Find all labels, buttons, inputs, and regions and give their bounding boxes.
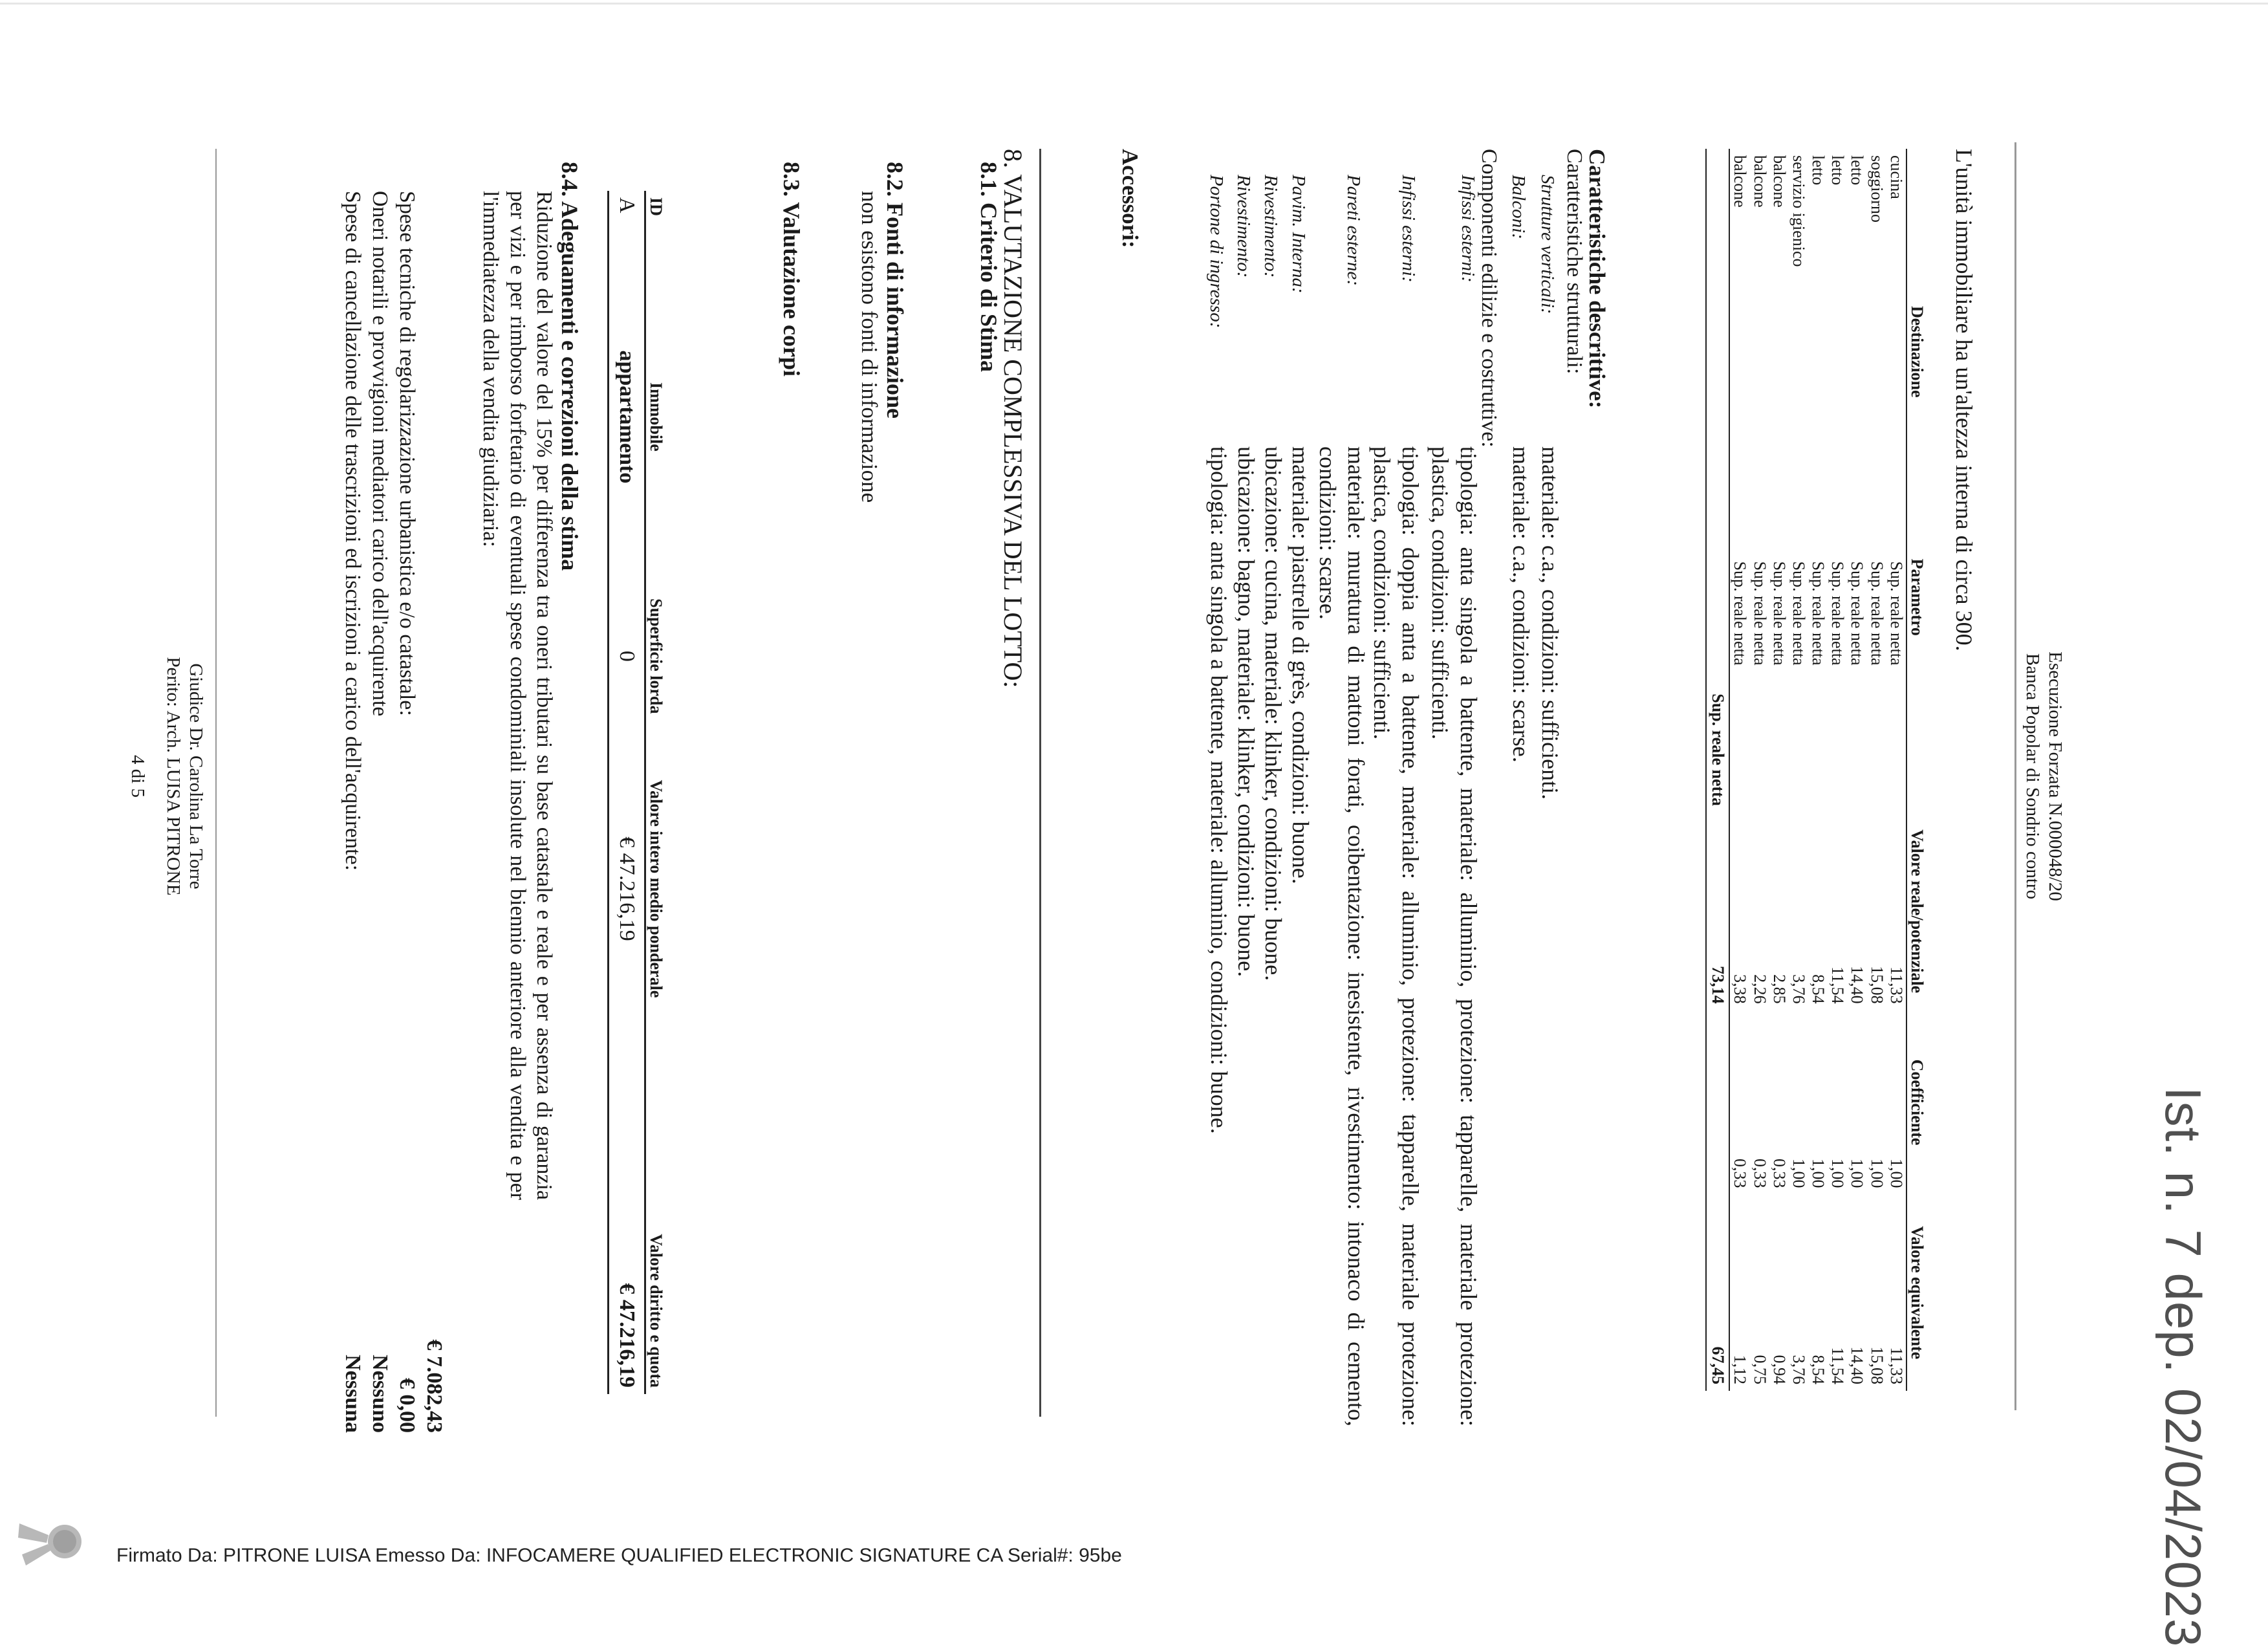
cell-val: 2,85 [1769, 974, 1789, 1004]
cell-dest: balcone [1750, 155, 1769, 208]
deposit-stamp-text: Ist. n. 7 dep. 02/04/2023 [2155, 1087, 2212, 1647]
col-superficie: Superficie lorda [645, 570, 666, 743]
label-strutture-verticali: Strutture verticali: [1537, 175, 1558, 314]
col-valore: Valore reale/potenziale [1906, 813, 1927, 1010]
col-id: ID [645, 191, 666, 264]
adeguamento-amount: Nessuno [368, 1355, 392, 1433]
table-row [1847, 149, 1866, 1391]
cell-param: Sup. reale netta [1828, 561, 1848, 666]
cell-param: Sup. reale netta [1867, 561, 1886, 666]
intro-text: L'unità immobiliare ha un'altezza interna di circa 300. [1951, 149, 1977, 651]
valutazione-title: 8. VALUTAZIONE COMPLESSIVA DEL LOTTO: [999, 149, 1028, 688]
cell-valore-diritto: € 47.216,19 [609, 1035, 645, 1394]
cell-val: 3,76 [1789, 974, 1808, 1004]
value-rivestimento-2: ubicazione: bagno, materiale: klinker, condizioni: buone. [1233, 446, 1259, 977]
footer-perito: Perito: Arch. LUISA PITRONE [163, 657, 184, 896]
corpi-title: 8.3. Valutazione corpi [779, 162, 805, 377]
col-parametro: Parametro [1906, 555, 1927, 813]
value-strutture-verticali: materiale: c.a., condizioni: sufficienti. [1537, 446, 1563, 800]
cell-param: Sup. reale netta [1750, 561, 1769, 666]
cell-dest: balcone [1769, 155, 1789, 208]
cell-eq: 15,08 [1867, 1346, 1886, 1384]
label-infissi-esterni-2: Infissi esterni: [1398, 175, 1419, 283]
table-total-row [1706, 149, 1729, 1391]
cell-valore-intero: € 47.216,19 [609, 743, 645, 1035]
label-rivestimento-2: Rivestimento: [1233, 175, 1254, 278]
value-pavim-interna: materiale: piastrelle di grès, condizioni: buone. [1288, 446, 1313, 884]
cell-eq: 1,12 [1731, 1355, 1750, 1384]
adeguamento-text: Riduzione del valore del 15% per differenza tra oneri tributari su base catastale e reale e per assenza di garanzia per vizi e per rimborso forfetario di eventuali spese condominiali insolute nel biennio anteriore alla vendita e per l'immediatezza della vendita giudiziaria: [479, 191, 556, 1200]
label-balconi: Balconi: [1508, 175, 1529, 239]
cell-val: 14,40 [1848, 966, 1867, 1004]
valutazione-corpi-table [607, 191, 666, 1394]
adeguamenti-title: 8.4. Adeguamenti e correzioni della stima [557, 162, 583, 571]
accessori-title: Accessori: [1118, 149, 1143, 248]
cell-eq: 3,76 [1789, 1355, 1808, 1384]
table-row [1789, 149, 1808, 1391]
cell-dest: cucina [1886, 155, 1906, 199]
cell-coef: 0,33 [1731, 1158, 1750, 1188]
col-destinazione: Destinazione [1906, 149, 1927, 555]
cell-val: 2,26 [1750, 974, 1769, 1004]
footer-rule [215, 149, 217, 1417]
adeguamento-text: Spese tecniche di regolarizzazione urbanistica e/o catastale: [395, 191, 419, 716]
table-row [1749, 149, 1769, 1391]
cell-param: Sup. reale netta [1886, 561, 1906, 666]
cell-dest: letto [1809, 155, 1828, 186]
header-rule [2014, 142, 2016, 1410]
table-row [1729, 149, 1749, 1391]
cell-coef: 1,00 [1828, 1158, 1848, 1188]
cell-dest: letto [1848, 155, 1867, 186]
top-edge-line [0, 3, 2268, 5]
cell-eq: 14,40 [1848, 1346, 1867, 1384]
corpi-header [645, 191, 666, 1394]
header-parties: Banca Popolar di Sondrio contro [2022, 653, 2043, 900]
cell-coef: 1,00 [1886, 1158, 1906, 1188]
cell-eq: 0,94 [1769, 1355, 1789, 1384]
col-immobile: Immobile [645, 264, 666, 570]
digital-signature-line: Firmato Da: PITRONE LUISA Emesso Da: INFOCAMERE QUALIFIED ELECTRONIC SIGNATURE CA Serial#: 95be [116, 1545, 1122, 1566]
signature-seal-icon [13, 1504, 103, 1582]
table-row [1769, 149, 1789, 1391]
adeguamento-amount: Nessuna [341, 1355, 365, 1433]
cell-param: Sup. reale netta [1731, 561, 1750, 666]
cell-val: 3,38 [1731, 974, 1750, 1004]
cell-param: Sup. reale netta [1809, 561, 1828, 666]
cell-eq: 11,33 [1886, 1347, 1906, 1384]
value-pareti-esterne: materiale: muratura di mattoni forati, coibentazione: inesistente, rivestimento: intonaco di cemento, condizioni: scarse. [1315, 446, 1369, 1426]
label-infissi-esterni-1: Infissi esterni: [1458, 175, 1478, 283]
adeguamento-text: Spese di cancellazione delle trascrizioni ed iscrizioni a carico dell'acquirente: [341, 191, 365, 871]
fonti-title: 8.2. Fonti di informazione [882, 162, 908, 419]
adeguamento-text: Oneri notarili e provvigioni mediatori carico dell'acquirente [368, 191, 392, 717]
surface-table-header [1906, 149, 1927, 1391]
total-eq: 67,45 [1706, 1194, 1729, 1391]
adeguamento-amount: € 7.082,43 [422, 1339, 446, 1433]
criterio-title: 8.1. Criterio di Stima [976, 162, 1002, 372]
cell-val: 11,33 [1886, 966, 1906, 1004]
value-rivestimento-1: ubicazione: cucina, materiale: klinker, condizioni: buone. [1260, 446, 1286, 981]
cell-coef: 1,00 [1809, 1158, 1828, 1188]
cell-superficie: 0 [609, 570, 645, 743]
col-equivalente: Valore equivalente [1906, 1194, 1927, 1391]
footer-giudice: Giudice Dr. Carolina La Torre [186, 663, 206, 889]
cell-val: 15,08 [1867, 966, 1886, 1004]
value-portone-ingresso: tipologia: anta singola a battente, materiale: alluminio, condizioni: buone. [1206, 446, 1232, 1134]
table-row [1828, 149, 1847, 1391]
cell-coef: 1,00 [1848, 1158, 1867, 1188]
cell-id: A [609, 191, 645, 264]
cell-val: 8,54 [1809, 974, 1828, 1004]
value-infissi-esterni-2: tipologia: doppia anta a battente, materiale: alluminio, protezione: tapparelle, materiale protezione: plastica, condizioni: sufficienti. [1369, 446, 1423, 1426]
cell-dest: servizio igienico [1789, 155, 1808, 267]
cell-eq: 0,75 [1750, 1355, 1769, 1384]
label-pavim-interna: Pavim. Interna: [1288, 175, 1309, 294]
cell-dest: letto [1828, 155, 1848, 186]
fonti-text: non esistono fonti di informazione [857, 191, 882, 503]
cell-coef: 0,33 [1750, 1158, 1769, 1188]
total-val: 73,14 [1706, 813, 1729, 1010]
componenti-title: Componenti edilizie e costruttive: [1477, 149, 1501, 448]
cell-param: Sup. reale netta [1789, 561, 1808, 666]
total-param: Sup. reale netta [1706, 555, 1729, 813]
surface-table [1705, 149, 1927, 1391]
table-row [1886, 149, 1906, 1391]
document-page [110, 84, 2128, 1468]
cell-coef: 0,33 [1769, 1158, 1789, 1188]
cell-eq: 8,54 [1809, 1355, 1828, 1384]
header-procedure: Esecuzione Forzata N.000048/20 [2045, 651, 2066, 901]
strutturali-title: Caratteristiche strutturali: [1562, 149, 1586, 375]
table-row [609, 191, 645, 1394]
label-pareti-esterne: Pareti esterne: [1343, 175, 1364, 287]
cell-param: Sup. reale netta [1769, 561, 1789, 666]
cell-coef: 1,00 [1789, 1158, 1808, 1188]
col-valore-intero: Valore intero medio ponderale [645, 743, 666, 1035]
col-coefficiente: Coefficiente [1906, 1010, 1927, 1195]
table-row [1866, 149, 1886, 1391]
cell-eq: 11,54 [1828, 1347, 1848, 1384]
cell-param: Sup. reale netta [1848, 561, 1867, 666]
cell-dest: soggiorno [1867, 155, 1886, 223]
adeguamento-amount: € 0,00 [395, 1378, 419, 1433]
value-balconi: materiale: c.a., condizioni: scarse. [1508, 446, 1534, 763]
cell-dest: balcone [1731, 155, 1750, 208]
cell-immobile: appartamento [609, 264, 645, 570]
col-valore-diritto: Valore diritto e quota [645, 1035, 666, 1394]
page-number: 4 di 5 [127, 754, 148, 798]
label-portone-ingresso: Portone di ingresso: [1206, 175, 1227, 329]
section-rule [1039, 149, 1041, 1417]
cell-val: 11,54 [1828, 966, 1848, 1004]
cell-coef: 1,00 [1867, 1158, 1886, 1188]
label-rivestimento-1: Rivestimento: [1260, 175, 1281, 278]
table-row [1808, 149, 1828, 1391]
deposit-stamp [2154, 1087, 2268, 1647]
caratteristiche-title: Caratteristiche descrittive: [1584, 149, 1610, 409]
value-infissi-esterni-1: tipologia: anta singola a battente, materiale: alluminio, protezione: tapparelle, materiale protezione: plastica, condizioni: sufficienti. [1427, 446, 1482, 1426]
